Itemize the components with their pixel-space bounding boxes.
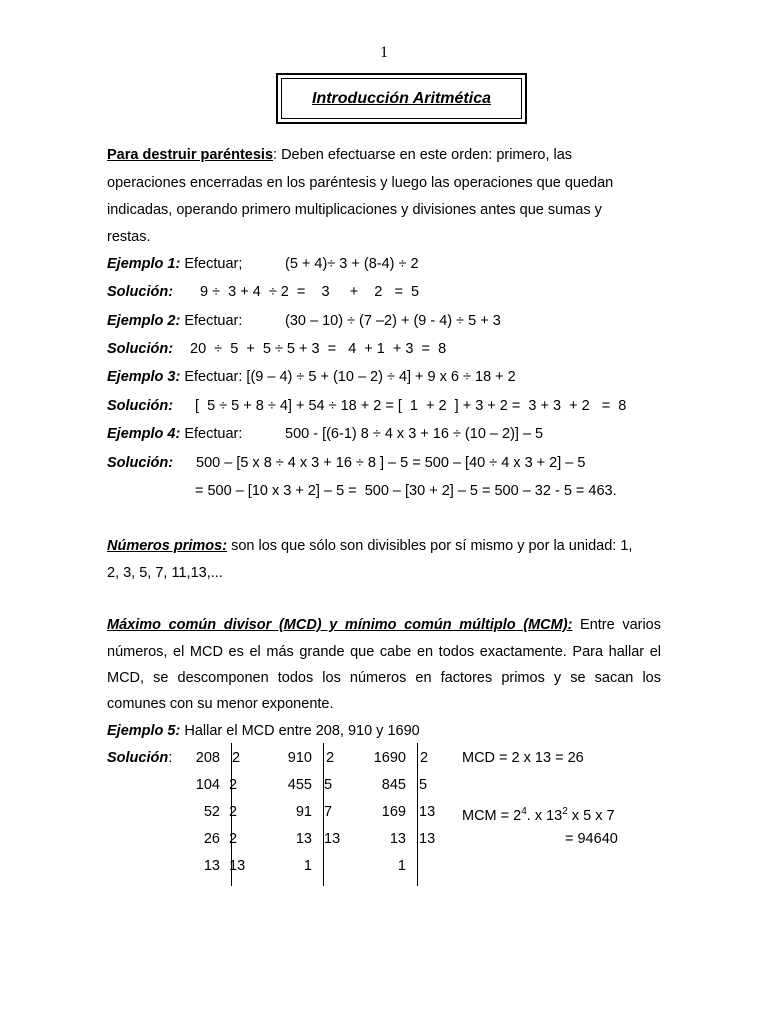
col3-num: 845 (381, 777, 406, 793)
col1-num: 208 (195, 750, 220, 766)
col2-num: 910 (287, 750, 312, 766)
col3-num: 169 (381, 804, 406, 820)
solucion-3: Solución: [ 5 ÷ 5 + 8 ÷ 4] + 54 ÷ 18 + 2 = [ 1 + 2 ] + 3 + 2 = 3 + 3 + 2 = 8 (107, 398, 627, 414)
col3-num: 1 (397, 858, 406, 874)
col3-factor: 13 (419, 804, 436, 820)
col3-factor: 2 (420, 750, 429, 766)
parentesis-line-4: restas. (107, 229, 151, 245)
col1-factor: 2 (232, 750, 241, 766)
ejemplo-4: Ejemplo 4: Efectuar: 500 - [(6-1) 8 ÷ 4 x 3 + 16 ÷ (10 – 2)] – 5 (107, 426, 544, 442)
col2-num: 455 (287, 777, 312, 793)
col3-factor: 5 (419, 777, 428, 793)
solucion-4: Solución: 500 – [5 x 8 ÷ 4 x 3 + 16 ÷ 8 ] – 5 = 500 – [40 ÷ 4 x 3 + 2] – 5 (107, 455, 586, 471)
factor-divider-3 (417, 743, 418, 886)
mcm-total: = 94640 (565, 831, 618, 847)
primos-line-2: 2, 3, 5, 7, 11,13,... (107, 565, 223, 581)
mcm-result: MCM = $2^4$. x $13^2$ x 5 x 7 (462, 806, 615, 824)
mcd-line-3: MCD, se descomponen todos los números en factores primos y se sacan los (107, 670, 661, 686)
mcd-result: MCD = 2 x 13 = 26 (462, 750, 584, 766)
col1-factor: 13 (229, 858, 246, 874)
col1-factor: 2 (229, 831, 238, 847)
mcd-line-2: números, el MCD es el más grande que cabe en todos exactamente. Para hallar el (107, 644, 661, 660)
ejemplo-2: Ejemplo 2: Efectuar: (30 – 10) ÷ (7 –2) + (9 - 4) ÷ 5 + 3 (107, 313, 501, 329)
mcd-line-1: Máximo común divisor (MCD) y mínimo común múltiplo (MCM): Entre varios (107, 617, 661, 633)
col1-num: 104 (195, 777, 220, 793)
solucion-2: Solución: 20 ÷ 5 + 5 ÷ 5 + 3 = 4 + 1 + 3 = 8 (107, 341, 447, 357)
col2-factor: 13 (324, 831, 341, 847)
solucion-5: Solución: (107, 750, 173, 766)
parentesis-line-3: indicadas, operando primero multiplicaciones y divisiones antes que sumas y (107, 202, 602, 218)
col1-num: 13 (203, 858, 220, 874)
col3-num: 1690 (373, 750, 406, 766)
solucion-4-cont: = 500 – [10 x 3 + 2] – 5 = 500 – [30 + 2] – 5 = 500 – 32 - 5 = 463. (195, 483, 617, 499)
col2-factor: 5 (324, 777, 333, 793)
col1-num: 52 (203, 804, 220, 820)
mcd-line-4: comunes con su menor exponente. (107, 696, 334, 712)
col2-num: 1 (303, 858, 312, 874)
mcd-label: Máximo común divisor (MCD) y mínimo común múltiplo (MCM): (107, 617, 573, 633)
ejemplo-3: Ejemplo 3: Efectuar: [(9 – 4) ÷ 5 + (10 – 2) ÷ 4] + 9 x 6 ÷ 18 + 2 (107, 369, 516, 385)
col2-num: 91 (295, 804, 312, 820)
col3-num: 13 (389, 831, 406, 847)
ejemplo-1: Ejemplo 1: Efectuar; (5 + 4)÷ 3 + (8-4) ÷ 2 (107, 256, 419, 272)
primos-line-1: Números primos: son los que sólo son divisibles por sí mismo y por la unidad: 1, (107, 538, 633, 554)
document-title: Introducción Aritmética (281, 78, 522, 119)
col1-factor: 2 (229, 777, 238, 793)
col2-factor: 7 (324, 804, 333, 820)
solucion-1: Solución: 9 ÷ 3 + 4 ÷ 2 = 3 + 2 = 5 (107, 284, 420, 300)
parentesis-line-2: operaciones encerradas en los paréntesis y luego las operaciones que quedan (107, 175, 614, 191)
primos-label: Números primos: (107, 538, 228, 554)
col1-factor: 2 (229, 804, 238, 820)
col2-factor: 2 (326, 750, 335, 766)
col1-num: 26 (203, 831, 220, 847)
col2-num: 13 (295, 831, 312, 847)
ejemplo-5: Ejemplo 5: Hallar el MCD entre 208, 910 y 1690 (107, 723, 420, 739)
title-box (276, 73, 527, 124)
parentesis-line-1: Para destruir paréntesis: Deben efectuarse en este orden: primero, las (107, 147, 573, 163)
col3-factor: 13 (419, 831, 436, 847)
page-number: 1 (380, 44, 388, 61)
parentesis-label: Para destruir paréntesis (107, 147, 274, 163)
